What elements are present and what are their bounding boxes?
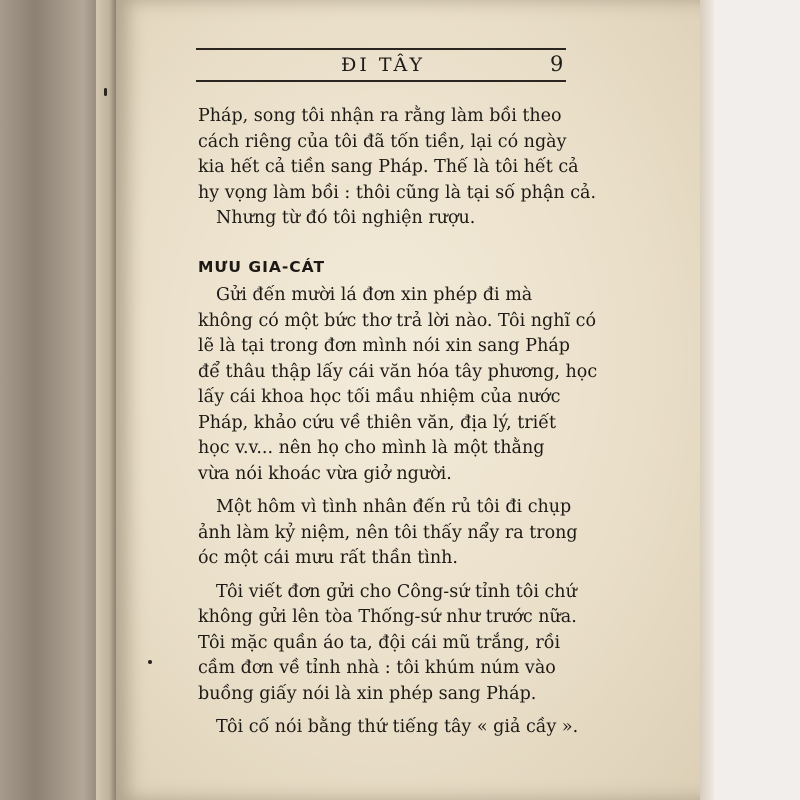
text-line: học v.v... nên họ cho mình là một thằng [198,438,545,458]
text-line: lẽ là tại trong đơn mình nói xin sang Pháp [198,336,570,356]
section-title: MƯU GIA-CÁT [198,257,326,276]
paragraph-gap [198,572,608,580]
left-page-edge [96,0,118,800]
header-rule-bottom [196,80,566,82]
text-line: Tôi mặc quần áo ta, đội cái mũ trắng, rồi [198,632,561,653]
text-line: cầm đơn về tỉnh nhà : tôi khúm núm vào [198,658,556,678]
body-text [198,104,608,741]
text-line: để thâu thập lấy cái văn hóa tây phương, học [198,361,598,382]
text-line: kia hết cả tiền sang Pháp. Thế là tôi hết cả [198,157,579,177]
text-line: không có một bức thơ trả lời nào. Tôi nghĩ có [198,310,596,331]
paper-speck [148,660,152,664]
text-line: Một hôm vì tình nhân đến rủ tôi đi chụp [216,497,572,517]
text-line: Tôi viết đơn gửi cho Công-sứ tỉnh tôi chứ [216,581,577,602]
text-line: hy vọng làm bồi : thôi cũng là tại số phận cả. [198,182,597,203]
text-line: Tôi cố nói bằng thứ tiếng tây « giả cầy ». [216,717,579,737]
text-line: Gửi đến mười lá đơn xin phép đi mà [216,285,533,305]
page-number: 9 [550,52,564,76]
running-head: ĐI TÂY [341,54,426,76]
paper-speck [104,88,107,96]
text-line: óc một cái mưu rất thần tình. [198,548,458,568]
text-line: Pháp, song tôi nhận ra rằng làm bồi theo [198,106,562,126]
header-rule-top [196,48,566,50]
page-header [196,44,570,84]
text-line: Pháp, khảo cứu về thiên văn, địa lý, triết [198,412,557,433]
text-line: buồng giấy nói là xin phép sang Pháp. [198,683,537,704]
page-right-edge [700,0,714,800]
text-line: vừa nói khoác vừa giở người. [198,463,452,484]
paragraph-gap [198,487,608,495]
text-line: Nhưng từ đó tôi nghiện rượu. [216,208,476,228]
text-line: không gửi lên tòa Thống-sứ như trước nữa. [198,607,577,627]
paragraph-gap [198,707,608,715]
text-line: lấy cái khoa học tối mầu nhiệm của nước [198,387,561,407]
text-line: cách riêng của tôi đã tốn tiền, lại có ngày [198,131,567,152]
text-line: ảnh làm kỷ niệm, nên tôi thấy nẩy ra trong [198,522,578,543]
